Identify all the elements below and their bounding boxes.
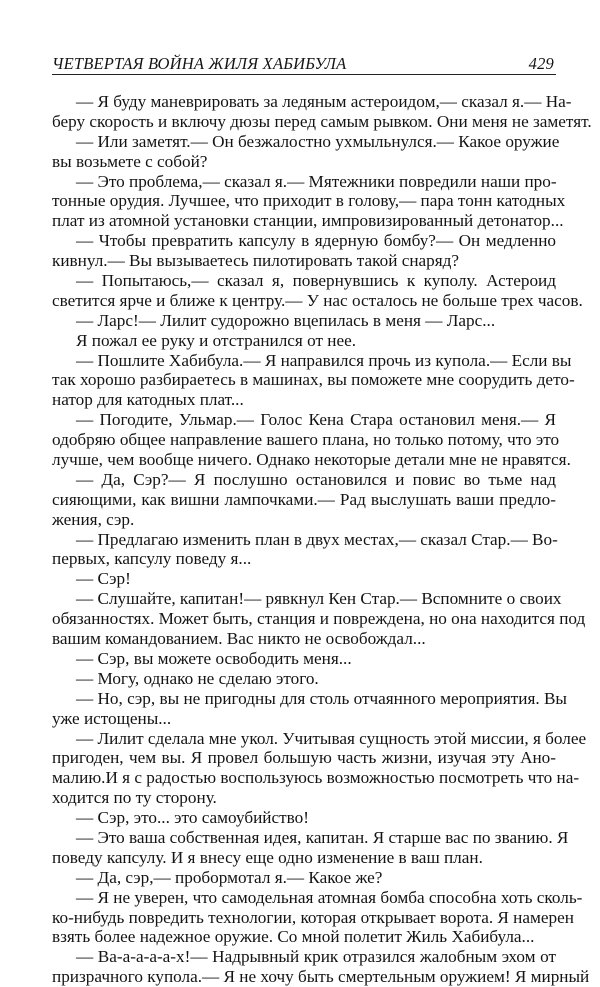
text-line: — Или заметят.— Он безжалостно ухмыльнулся.— Какое оружие xyxy=(76,131,560,151)
text-line: уже истощены... xyxy=(52,708,172,728)
text-line: Я пожал ее руку и отстранился от нее. xyxy=(76,330,357,350)
text-line: одобряю общее направление вашего плана, но только потому, что это xyxy=(52,430,560,450)
text-line: — Могу, однако не сделаю этого. xyxy=(76,668,319,688)
text-line: плат из атомной установки станции, импровизированный детонатор... xyxy=(52,211,564,231)
text-line: ко-нибудь повредить технологии, которая открывает ворота. Я намерен xyxy=(52,907,574,927)
text-line: вашим командованием. Вас никто не освобождал... xyxy=(52,629,426,649)
text-line: — Слушайте, капитан!— рявкнул Кен Стар.— Вспомните о своих xyxy=(76,589,562,609)
text-line: призрачного купола.— Я не хочу быть смертельным оружием! Я мирный xyxy=(52,967,590,987)
text-line: — Сэр, вы можете освободить меня... xyxy=(76,648,352,668)
text-line: — Сэр, это... это самоубийство! xyxy=(76,808,309,828)
text-line: лучше, чем вообще ничего. Однако некоторые детали мне не нравятся. xyxy=(52,450,571,470)
text-line: — Лилит сделала мне укол. Учитывая сущность этой миссии, я более xyxy=(76,728,587,748)
text-line: пригоден, чем вы. Я провел большую часть жизни, изучая эту Ано- xyxy=(52,748,556,768)
text-line: — Я буду маневрировать за ледяным астероидом,— сказал я.— На- xyxy=(76,92,572,111)
text-line: — Попытаюсь,— сказал я, повернувшись к куполу. Астероид xyxy=(76,271,556,291)
text-line: сияющими, как вишни лампочками.— Рад выслушать ваши предло- xyxy=(52,489,556,509)
text-line: — Ларс!— Лилит судорожно вцепилась в меня — Ларс... xyxy=(76,310,496,330)
text-line: так хорошо разбираетесь в машинах, вы поможете мне соорудить дето- xyxy=(52,370,575,390)
text-line: — Да, сэр,— пробормотал я.— Какое же? xyxy=(76,867,383,887)
text-line: взять более надежное оружие. Со мной полетит Жиль Хабибула... xyxy=(52,927,535,947)
text-line: вы возьмете с собой? xyxy=(52,151,208,171)
text-line: — Ва-а-а-а-а-х!— Надрывный крик отразился жалобным эхом от xyxy=(76,947,556,967)
text-line: малию.И я с радостью воспользуюсь возможностью посмотреть что на- xyxy=(52,768,580,788)
text-line: ходится по ту сторону. xyxy=(52,788,217,808)
text-line: поведу капсулу. И я внесу еще одно изменение в ваш план. xyxy=(52,847,483,867)
text-line: светится ярче и ближе к центру.— У нас осталось не больше трех часов. xyxy=(52,290,583,310)
page-number: 429 xyxy=(528,54,554,73)
text-line: — Это ваша собственная идея, капитан. Я старше вас по званию. Я xyxy=(76,827,569,847)
text-line: — Пошлите Хабибула.— Я направился прочь из купола.— Если вы xyxy=(76,350,572,370)
text-line: — Чтобы превратить капсулу в ядерную бомбу?— Он медленно xyxy=(76,231,556,251)
text-line: — Я не уверен, что самодельная атомная бомба способна хоть сколь- xyxy=(76,887,583,907)
text-line: — Это проблема,— сказал я.— Мятежники повредили наши про- xyxy=(76,171,557,191)
body-text xyxy=(52,92,592,987)
text-line: — Погодите, Ульмар.— Голос Кена Стара остановил меня.— Я xyxy=(76,410,556,430)
text-line: — Да, Сэр?— Я послушно остановился и повис во тьме над xyxy=(76,469,556,489)
text-line: жения, сэр. xyxy=(52,509,135,529)
text-line: — Сэр! xyxy=(76,569,131,589)
text-line: — Предлагаю изменить план в двух местах,— сказал Стар.— Во- xyxy=(76,529,558,549)
text-line: натор для катодных плат... xyxy=(52,390,244,410)
text-line: беру скорость и включу дюзы перед самым рывком. Они меня не заметят. xyxy=(52,111,592,131)
text-line: первых, капсулу поведу я... xyxy=(52,549,252,569)
text-line: тонные орудия. Лучшее, что приходит в голову,— пара тонн катодных xyxy=(52,191,566,211)
chapter-title: ЧЕТВЕРТАЯ ВОЙНА ЖИЛЯ ХАБИБУЛА xyxy=(52,54,347,73)
text-line: обязанностях. Может быть, станция и повреждена, но она находится под xyxy=(52,609,586,629)
text-line: кивнул.— Вы вызываетесь пилотировать такой снаряд? xyxy=(52,251,460,271)
running-header xyxy=(52,54,556,75)
text-line: — Но, сэр, вы не пригодны для столь отчаянного мероприятия. Вы xyxy=(76,688,567,708)
